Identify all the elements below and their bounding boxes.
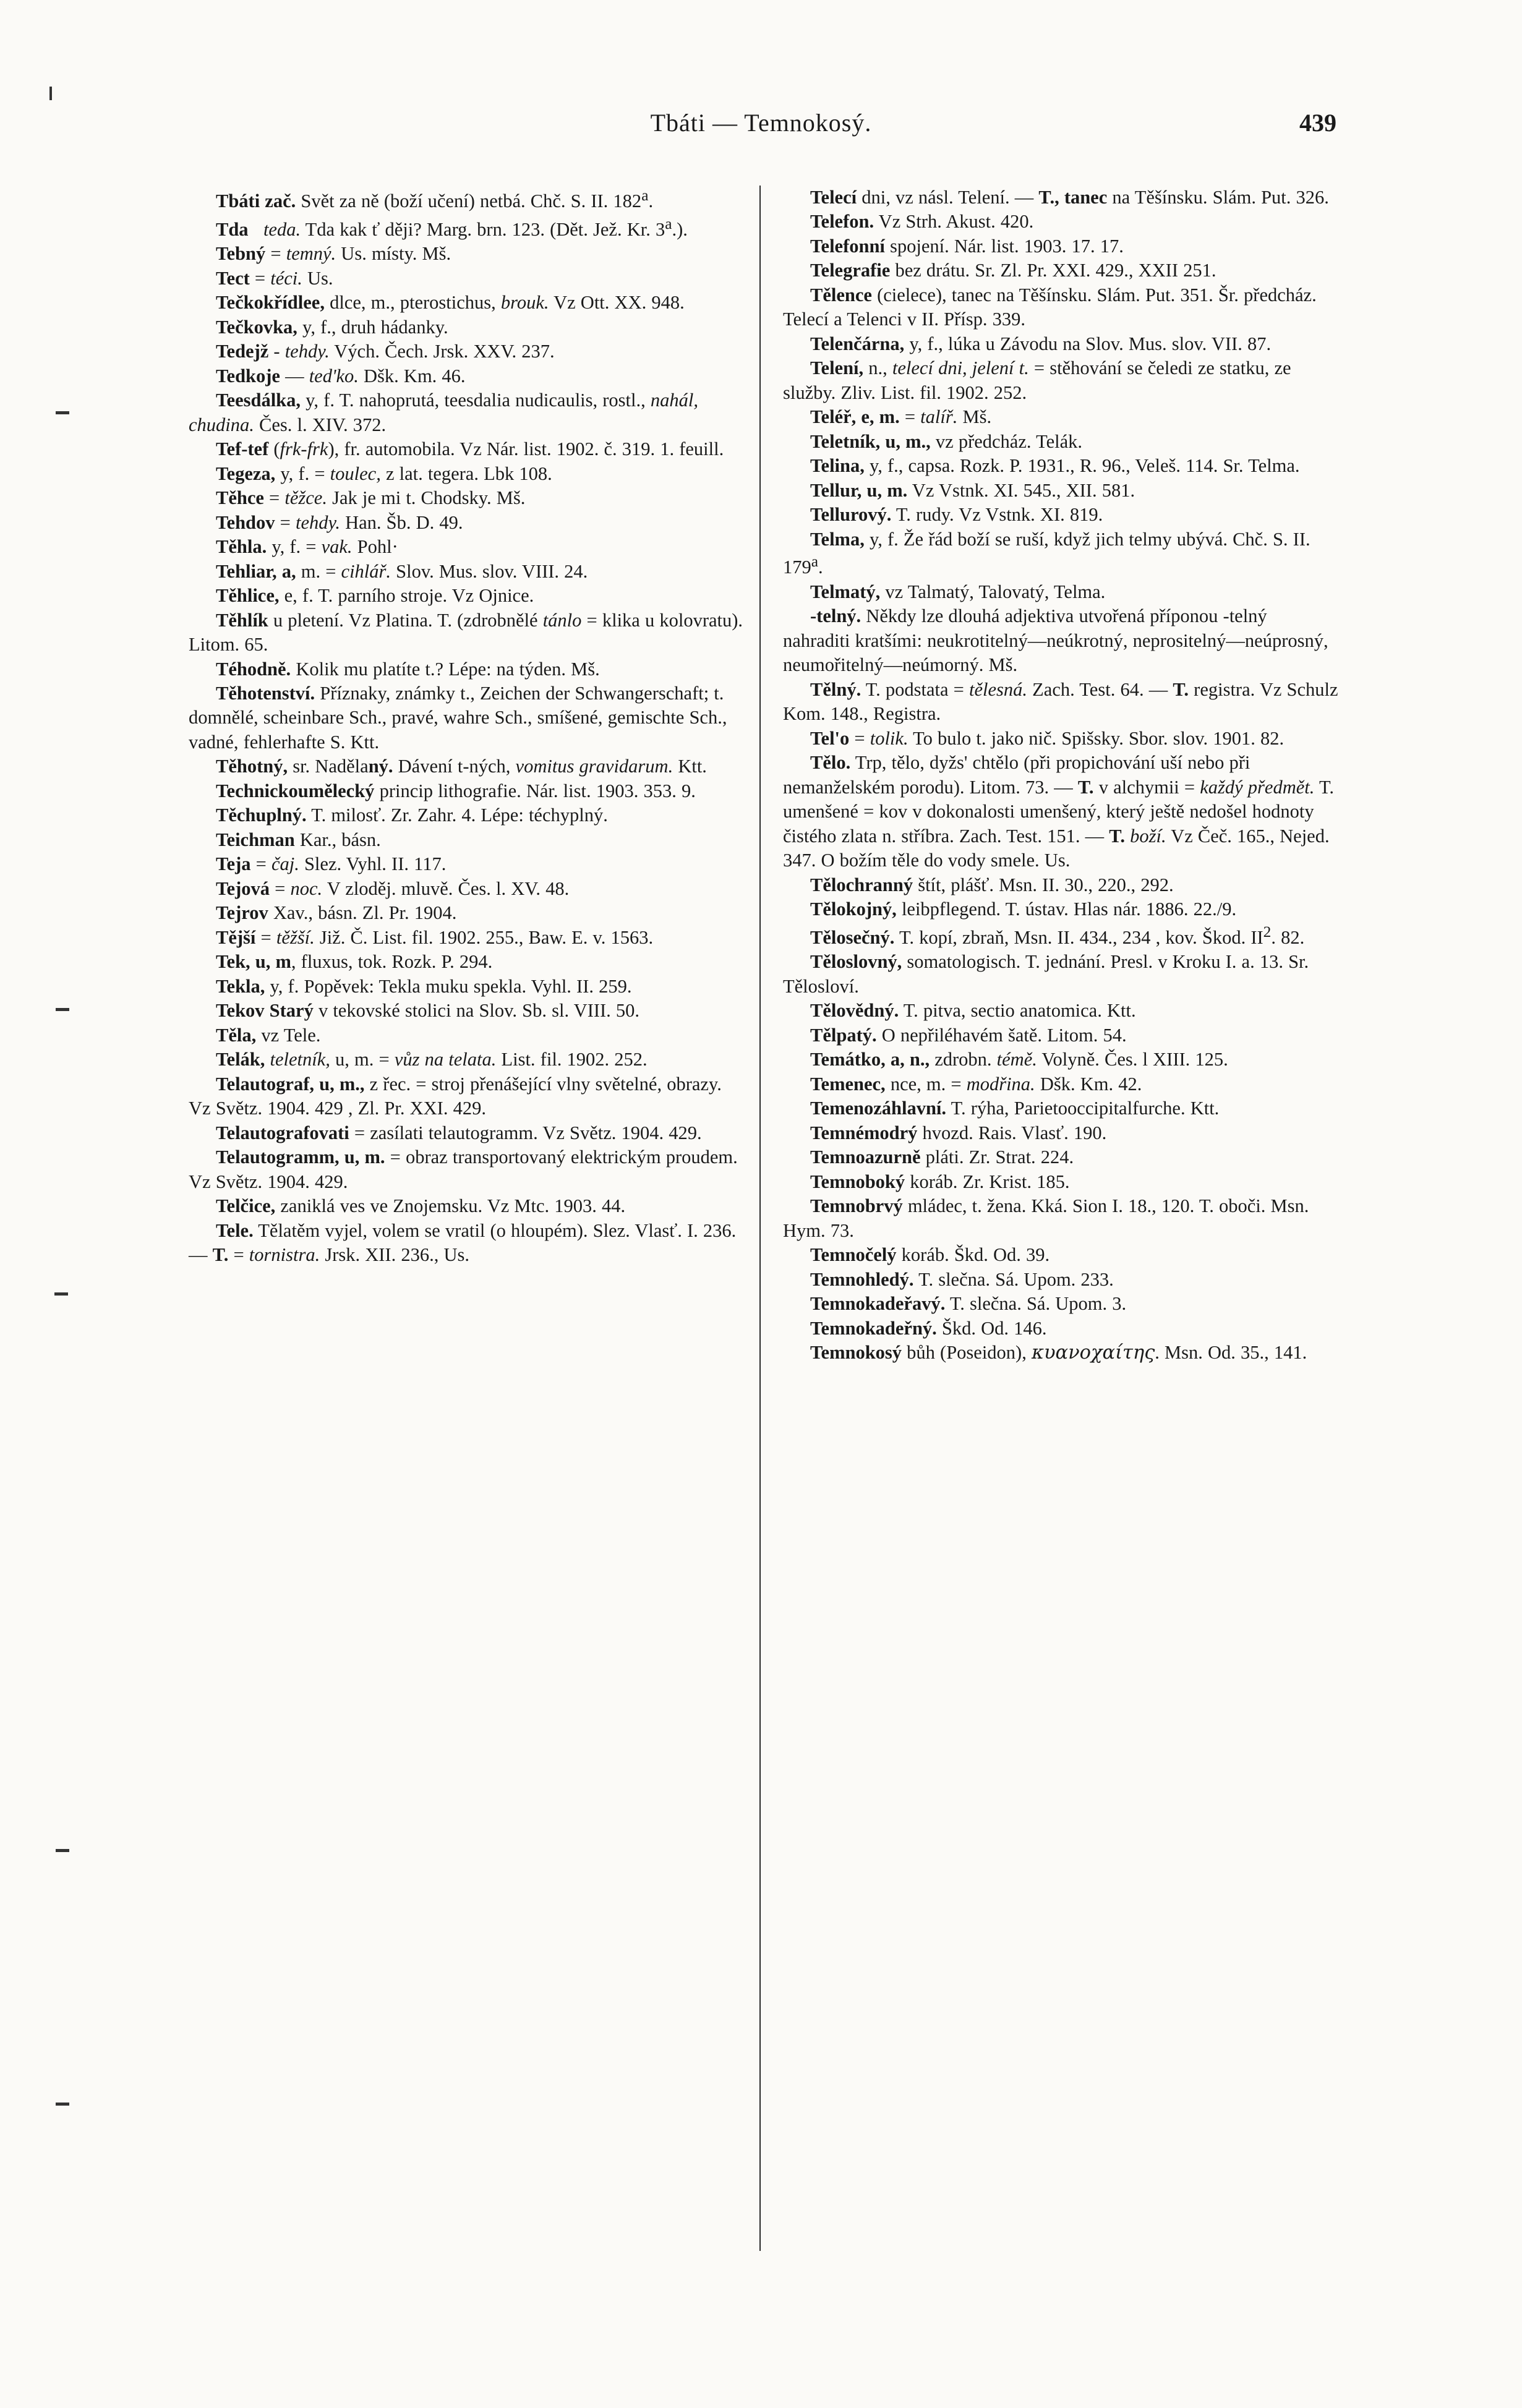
margin-tick xyxy=(56,1008,69,1011)
dictionary-entry: Telák, teletník, u, m. = vůz na telata. List. fil. 1902. 252. xyxy=(216,1049,648,1070)
dictionary-entry: Telegrafie bez drátu. Sr. Zl. Pr. XXI. 429., XXII 251. xyxy=(810,260,1216,281)
dictionary-entry: Tele. Tělatěm vyjel, volem se vratil (o hloupém). Slez. Vlasť. I. 236. — T. = tornistra. Jrsk. XII. 236., Us. xyxy=(189,1219,737,1266)
dictionary-entry: Tegeza, y, f. = toulec, z lat. tegera. Lbk 108. xyxy=(216,463,552,484)
dictionary-entry: Telina, y, f., capsa. Rozk. P. 1931., R. 96., Veleš. 114. Sr. Telma. xyxy=(810,455,1300,477)
dictionary-entry: Temnobrvý mládec, t. žena. Kká. Sion I. 18., 120. T. oboči. Msn. Hym. 73. xyxy=(783,1195,1309,1241)
dictionary-entry: Teletník, u, m., vz předcház. Telák. xyxy=(810,430,1082,452)
dictionary-entry: Tější = těžší. Již. Č. List. fil. 1902. 255., Baw. E. v. 1563. xyxy=(216,926,654,948)
dictionary-entry: Těhotný, sr. Nadělaný. Dávení t-ných, vomitus gravidarum. Ktt. xyxy=(216,756,707,777)
dictionary-entry: Temátko, a, n., zdrobn. témě. Volyně. Čes. l XIII. 125. xyxy=(810,1049,1228,1070)
dictionary-entry: Těhlice, e, f. T. parního stroje. Vz Ojnice. xyxy=(216,585,534,607)
dictionary-entry: Tbáti zač. Svět za ně (boží učení) netbá. Chč. S. II. 182$^a$. xyxy=(216,187,654,212)
dictionary-entry: Temnokosý bůh (Poseidon), κυανοχαίτης. Msn. Od. 35., 141. xyxy=(810,1342,1307,1364)
dictionary-entry: Temenozáhlavní. T. rýha, Parietooccipitalfurche. Ktt. xyxy=(810,1098,1220,1119)
dictionary-entry: Teja = čaj. Slez. Vyhl. II. 117. xyxy=(216,853,447,875)
dictionary-entry: Tělný. T. podstata = tělesná. Zach. Test. 64. — T. registra. Vz Schulz Kom. 148., Registra. xyxy=(783,678,1338,725)
dictionary-entry: Technickoumělecký princip lithografie. Nár. list. 1903. 353. 9. xyxy=(216,780,696,801)
dictionary-entry: Telmatý, vz Talmatý, Talovatý, Telma. xyxy=(810,581,1106,602)
margin-tick xyxy=(49,87,52,100)
margin-tick xyxy=(54,1292,68,1296)
dictionary-entry: Těchuplný. T. milosť. Zr. Zahr. 4. Lépe: téchyplný. xyxy=(216,805,608,826)
dictionary-entry: Tejrov Xav., básn. Zl. Pr. 1904. xyxy=(216,902,457,924)
dictionary-entry: Temenec, nce, m. = modřina. Dšk. Km. 42. xyxy=(810,1073,1142,1095)
dictionary-entry: Telčice, zaniklá ves ve Znojemsku. Vz Mtc. 1903. 44. xyxy=(216,1195,626,1217)
dictionary-entry: Tel'o = tolik. To bulo t. jako nič. Spišsky. Sbor. slov. 1901. 82. xyxy=(810,727,1285,749)
dictionary-entry: Tělokojný, leibpflegend. T. ústav. Hlas nár. 1886. 22./9. xyxy=(810,899,1237,920)
page-title: Tbáti — Temnokosý. xyxy=(650,109,872,137)
dictionary-entry: Tehdov = tehdy. Han. Šb. D. 49. xyxy=(216,511,463,533)
dictionary-entry: Tebný = temný. Us. místy. Mš. xyxy=(216,243,451,265)
dictionary-entry: Telefonní spojení. Nár. list. 1903. 17. 17. xyxy=(810,235,1124,257)
dictionary-entry: Temnémodrý hvozd. Rais. Vlasť. 190. xyxy=(810,1122,1107,1143)
dictionary-entry: Tělosečný. T. kopí, zbraň, Msn. II. 434., 234 , kov. Škod. $II^2$. 82. xyxy=(810,923,1305,948)
dictionary-entry: Temnoazurně pláti. Zr. Strat. 224. xyxy=(810,1146,1074,1168)
dictionary-entry: Tedejž - tehdy. Vých. Čech. Jrsk. XXV. 237. xyxy=(216,341,555,362)
dictionary-entry: Telautograf, u, m., z řec. = stroj přenášející vlny světelné, obrazy. Vz Světz. 1904. 429 , Zl. Pr. XXI. 429. xyxy=(189,1073,722,1119)
dictionary-entry: Tda teda. Tda kak ť ději? Marg. brn. 123. (Dět. Jež. Kr. 3$^a$.). xyxy=(216,215,688,240)
dictionary-entry: Telenčárna, y, f., lúka u Závodu na Slov. Mus. slov. VII. 87. xyxy=(810,333,1272,354)
dictionary-entry: Temnohledý. T. slečna. Sá. Upom. 233. xyxy=(810,1268,1114,1290)
dictionary-entry: Těhla. y, f. = vak. Pohl· xyxy=(216,536,398,558)
dictionary-entry: Těloslovný, somatologisch. T. jednání. Presl. v Kroku I. a. 13. Sr. Tělosloví. xyxy=(783,951,1309,997)
margin-tick xyxy=(56,411,69,414)
dictionary-entry: Téhodně. Kolik mu platíte t.? Lépe: na týden. Mš. xyxy=(216,658,600,680)
dictionary-entry: Telautogramm, u, m. = obraz transportovaný elektrickým proudem. Vz Světz. 1904. 429. xyxy=(189,1146,738,1192)
dictionary-entry: Tedkoje — ted'ko. Dšk. Km. 46. xyxy=(216,365,466,386)
dictionary-entry: Teichman Kar., básn. xyxy=(216,829,381,850)
dictionary-entry: Telecí dni, vz násl. Telení. — T., tanec na Těšínsku. Slám. Put. 326. xyxy=(810,187,1329,208)
margin-tick xyxy=(56,2103,69,2106)
dictionary-entry: Tekla, y, f. Popěvek: Tekla muku spekla. Vyhl. II. 259. xyxy=(216,975,632,997)
dictionary-entry: Tellurový. T. rudy. Vz Vstnk. XI. 819. xyxy=(810,504,1103,526)
dictionary-entry: Tejová = noc. V zloděj. mluvě. Čes. l. XV. 48. xyxy=(216,877,570,899)
dictionary-entry: -telný. Někdy lze dlouhá adjektiva utvořená příponou -telný nahraditi kratšími: neukrotitelný—neúkrotný, neprositelný—neúprosný, neumořitelný—neúmorný. Mš. xyxy=(783,605,1328,676)
dictionary-entry: Tehliar, a, m. = cihlář. Slov. Mus. slov. VIII. 24. xyxy=(216,560,588,582)
dictionary-entry: Tef-tef (frk-frk), fr. automobila. Vz Nár. list. 1902. č. 319. 1. feuill. xyxy=(216,438,724,460)
dictionary-entry: Telení, n., telecí dni, jelení t. = stěhování se čeledi ze statku, ze služby. Zliv. List. fil. 1902. 252. xyxy=(783,357,1291,403)
dictionary-entry: Tect = téci. Us. xyxy=(216,267,333,289)
dictionary-entry: Tělovědný. T. pitva, sectio anatomica. Ktt. xyxy=(810,1000,1136,1022)
running-head xyxy=(0,108,1522,145)
dictionary-entry: Tělo. Trp, tělo, dyžs' chtělo (při propichování uší nebo při nemanželském porodu). Litom. 73. — T. v alchymii = každý předmět. T. umenšené = kov v dokonalosti umenšený, který ještě nedošel hodnoty čistého zlata n. stříbra. Zach. Test. 151. — T. boží. Vz Čeč. 165., Nejed. 347. O božím těle do vody smele. Us. xyxy=(783,752,1334,871)
dictionary-entry: Tekov Starý v tekovské stolici na Slov. Sb. sl. VIII. 50. xyxy=(216,1000,640,1022)
right-column xyxy=(783,186,1339,1365)
dictionary-entry: Tělochranný štít, plášť. Msn. II. 30., 220., 292. xyxy=(810,874,1174,895)
dictionary-entry: Temnočelý koráb. Škd. Od. 39. xyxy=(810,1244,1050,1266)
dictionary-entry: Těhlík u pletení. Vz Platina. T. (zdrobnělé tánlo = klika u kolovratu). Litom. 65. xyxy=(189,609,743,655)
left-column xyxy=(189,186,753,1365)
dictionary-entry: Těhotenství. Příznaky, známky t., Zeichen der Schwangerschaft; t. domnělé, scheinbare Sch., pravé, wahre Sch., smíšené, gemischte Sch., vadné, fehlerhafte S. Ktt. xyxy=(189,683,727,753)
dictionary-entry: Temnoboký koráb. Zr. Krist. 185. xyxy=(810,1171,1070,1192)
dictionary-entry: Temnokadeřavý. T. slečna. Sá. Upom. 3. xyxy=(810,1293,1127,1315)
dictionary-entry: Telautografovati = zasílati telautogramm. Vz Světz. 1904. 429. xyxy=(216,1122,702,1143)
dictionary-entry: Temnokadeřný. Škd. Od. 146. xyxy=(810,1317,1047,1339)
dictionary-entry: Tellur, u, m. Vz Vstnk. XI. 545., XII. 581. xyxy=(810,479,1135,501)
page-number: 439 xyxy=(1299,109,1336,137)
text-columns xyxy=(189,186,1339,1365)
dictionary-entry: Těla, vz Tele. xyxy=(216,1024,321,1046)
dictionary-entry: Telefon. Vz Strh. Akust. 420. xyxy=(810,211,1034,233)
dictionary-entry: Tělence (cielece), tanec na Těšínsku. Slám. Put. 351. Šr. předcház. Telecí a Telenci v II. Přísp. 339. xyxy=(783,284,1317,330)
dictionary-entry: Tečkovka, y, f., druh hádanky. xyxy=(216,316,448,338)
dictionary-entry: Tek, u, m, fluxus, tok. Rozk. P. 294. xyxy=(216,951,493,973)
dictionary-entry: Těhce = těžce. Jak je mi t. Chodsky. Mš. xyxy=(216,487,526,509)
dictionary-entry: Telma, y, f. Že řád boží se ruší, když jich telmy ubývá. Chč. S. II. 179$^a$. xyxy=(783,528,1310,578)
dictionary-entry: Teesdálka, y, f. T. nahoprutá, teesdalia nudicaulis, rostl., nahál, chudina. Čes. l. XIV. 372. xyxy=(189,390,698,435)
dictionary-entry: Teléř, e, m. = talíř. Mš. xyxy=(810,406,992,428)
dictionary-entry: Tělpatý. O nepřiléhavém šatě. Litom. 54. xyxy=(810,1024,1127,1046)
dictionary-entry: Tečkokřídlee, dlce, m., pterostichus, brouk. Vz Ott. XX. 948. xyxy=(216,292,685,314)
margin-tick xyxy=(56,1849,69,1852)
